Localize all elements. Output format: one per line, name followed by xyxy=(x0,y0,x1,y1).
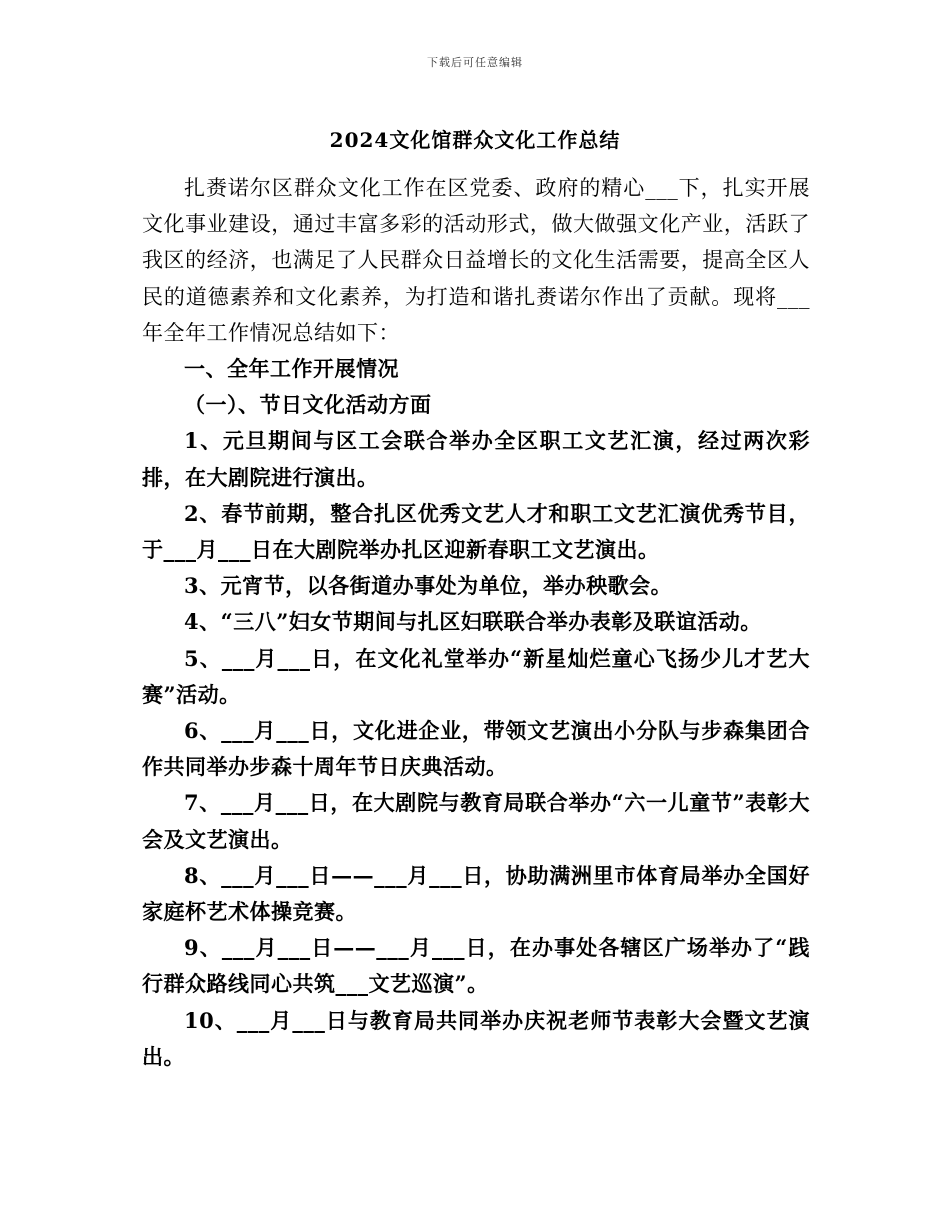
list-item: 3、元宵节，以各街道办事处为单位，举办秧歌会。 xyxy=(184,573,673,599)
list-item: 1、元旦期间与区工会联合举办全区职工文艺汇演，经过两次彩排，在大剧院进行演出。 xyxy=(142,428,810,490)
intro-paragraph: 扎赉诺尔区群众文化工作在区党委、政府的精心___下，扎实开展文化事业建设，通过丰富多彩的活动形式，做大做强文化产业，活跃了我区的经济，也满足了人民群众日益增长的文化生活需要，提高全区人民的道德素养和文化素养，为打造和谐扎赉诺尔作出了贡献。现将___年全年工作情况总结如下： xyxy=(142,176,810,345)
list-item: 6、___月___日，文化进企业，带领文艺演出小分队与步森集团合作共同举办步森十周年节日庆典活动。 xyxy=(142,718,810,780)
list-item: 5、___月___日，在文化礼堂举办“新星灿烂童心飞扬少儿才艺大赛”活动。 xyxy=(142,645,810,707)
list-item: 9、___月___日——___月___日，在办事处各辖区广场举办了“践行群众路线同心共筑___文艺巡演”。 xyxy=(142,935,810,997)
list-item: 10、___月___日与教育局共同举办庆祝老师节表彰大会暨文艺演出。 xyxy=(142,1007,810,1069)
list-item: 4、“三八”妇女节期间与扎区妇联联合举办表彰及联谊活动。 xyxy=(184,609,762,635)
list-item: 2、春节前期，整合扎区优秀文艺人才和职工文艺汇演优秀节目，于___月___日在大剧院举办扎区迎新春职工文艺演出。 xyxy=(142,500,810,563)
subsection-heading: （一）、节日文化活动方面 xyxy=(184,392,432,418)
list-item: 8、___月___日——___月___日，协助满洲里市体育局举办全国好家庭杯艺术体操竞赛。 xyxy=(142,862,810,925)
document-body xyxy=(142,170,810,1075)
section-heading: 一、全年工作开展情况 xyxy=(184,356,399,382)
list-item: 7、___月___日，在大剧院与教育局联合举办“六一儿童节”表彰大会及文艺演出。 xyxy=(142,790,810,852)
header-note: 下载后可任意编辑 xyxy=(427,56,523,69)
document-title: 2024文化馆群众文化工作总结 xyxy=(329,128,621,152)
